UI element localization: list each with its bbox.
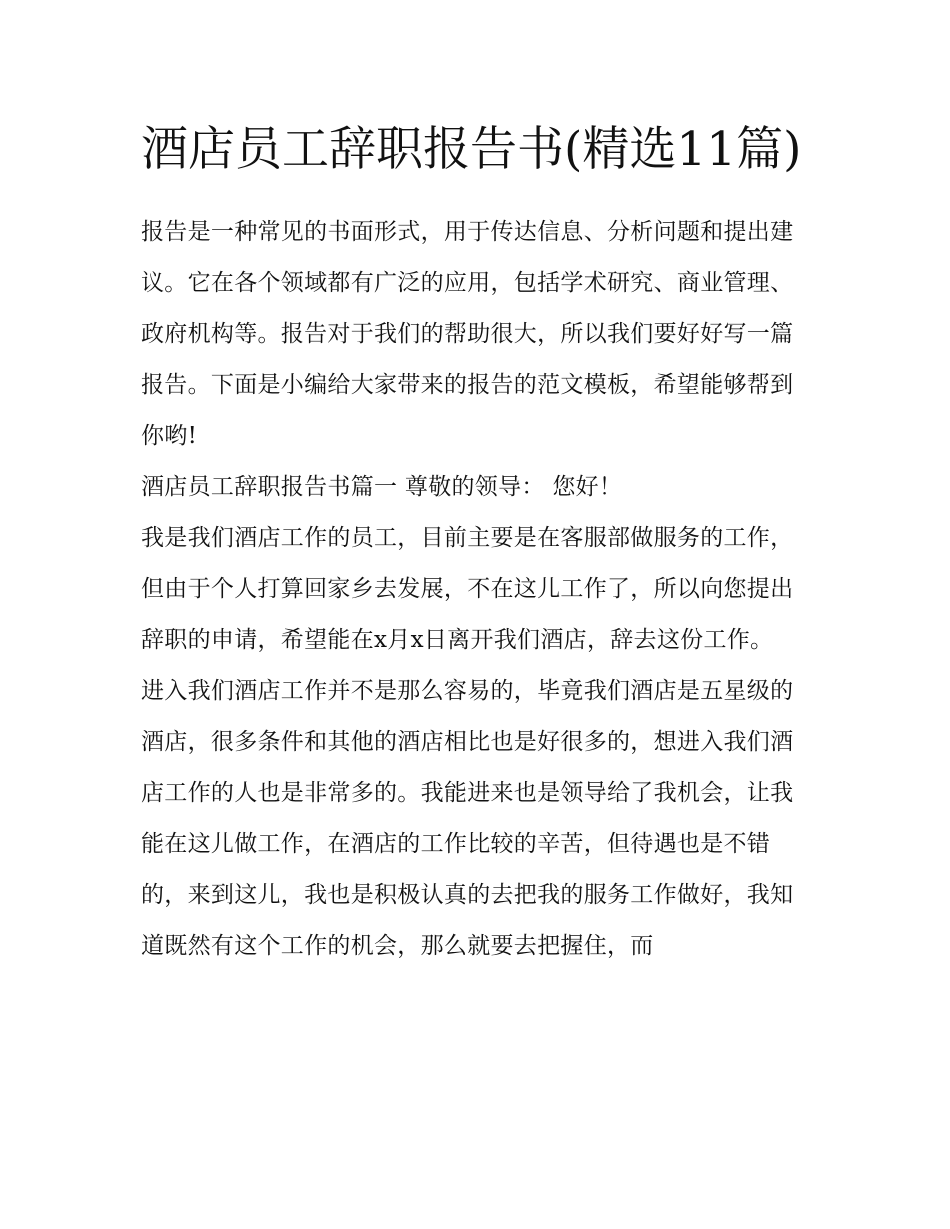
document-title: 酒店员工辞职报告书(精选11篇) [141,122,802,177]
letter-salutation: 酒店员工辞职报告书篇一 尊敬的领导： 您好！ [141,474,623,500]
intro-paragraph: 报告是一种常见的书面形式，用于传达信息、分析问题和提出建议。它在各个领域都有广泛的应用，包括学术研究、商业管理、政府机构等。报告对于我们的帮助很大，所以我们要好好写一篇报告。下面是小编给大家带来的报告的范文模板，希望能够帮到你哟! [141,219,794,449]
body-paragraph-1: 我是我们酒店工作的员工，目前主要是在客服部做服务的工作，但由于个人打算回家乡去发展，不在这儿工作了，所以向您提出辞职的申请，希望能在x月x日离开我们酒店，辞去这份工作。 [141,525,794,653]
body-paragraph-2: 进入我们酒店工作并不是那么容易的，毕竟我们酒店是五星级的酒店，很多条件和其他的酒店相比也是好很多的，想进入我们酒店工作的人也是非常多的。我能进来也是领导给了我机会，让我能在这儿做工作，在酒店的工作比较的辛苦，但待遇也是不错的，来到这儿，我也是积极认真的去把我的服务工作做好，我知道既然有这个工作的机会，那么就要去把握住，而 [141,678,794,959]
document-body [141,112,815,972]
